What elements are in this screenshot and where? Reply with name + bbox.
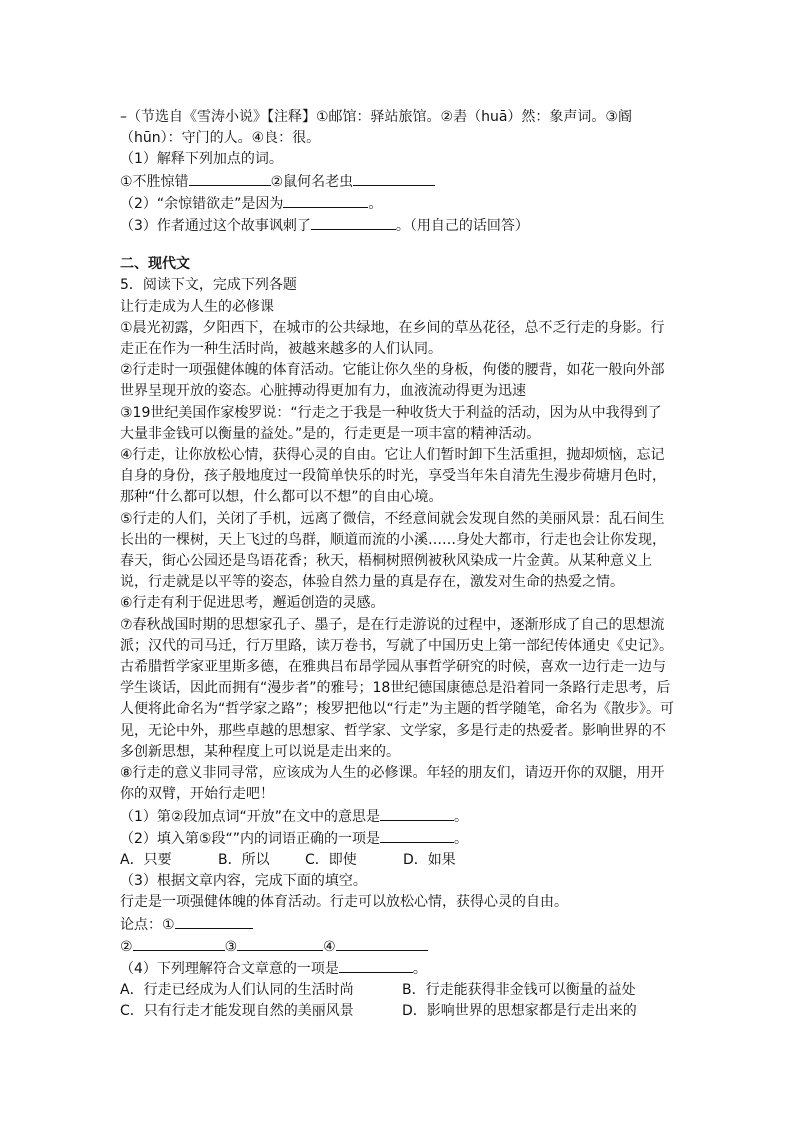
question-2 [120,828,674,850]
paragraph-5: ⑤行走的人们，关闭了手机，远离了微信，不经意间就会发现自然的美丽风景：乱石间生长出的一棵树，天上飞过的鸟群，顺道而流的小溪……身处大都市，行走也会让你发现，春天，街心公园还是鸟语花香；秋天，梧桐树照例被秋风染成一片金黄。从某种意义上说，行走就是以平等的姿态，体验自然力量的真是存在，激发对生命的热爱之情。 [120,510,666,591]
question-1 [120,806,674,828]
classical-q2-blank[interactable] [283,193,368,208]
lundian-n4: ④ [323,938,336,955]
paragraph-6: ⑥行走有利于促进思考，邂逅创造的灵感。 [120,595,385,612]
classical-q1a-label: ①不胜惊错 [120,173,189,190]
article-title: 让行走成为人生的必修课 [120,298,274,315]
paragraph-2: ②行走时一项强健体魄的体育活动。它能让你久坐的身板，佝偻的腰背，如花一般向外部世界呈现开放的姿态。心脏搏动得更加有力，血液流动得更为迅速 [120,362,665,400]
paragraph-1: ①晨光初露，夕阳西下，在城市的公共绿地，在乡间的草丛花径，总不乏行走的身影。行走正在作为一种生活时尚，被越来越多的人们认同。 [120,319,665,358]
section-heading: 二、现代文 [120,256,190,273]
option-c[interactable]: C．即使 [305,851,357,868]
classical-q1b-blank[interactable] [353,171,435,186]
paragraph-3: ③19世纪美国作家梭罗说：“行走之于我是一种收货大于利益的活动，因为从中我得到了大量非金钱可以衡量的益处。”是的，行走更是一项丰富的精神活动。 [120,404,662,442]
classical-q3-prefix: （3）作者通过这个故事讽刺了 [120,218,311,235]
paragraph-7: ⑦春秋战国时期的思想家孔子、墨子，是在行走游说的过程中，逐渐形成了自己的思想流派；汉代的司马迁，行万里路，读万卷书，写就了中国历史上第一部纪传体通史《史记》。古希腊哲学家亚里斯多德，在雅典吕布昂学园从事哲学研究的时候，喜欢一边行走一边与学生谈话，因此而拥有“漫步者”的雅号；18世纪德国康德总是沿着同一条路行走思考，后人便将此命名为“哲学家之路”；梭罗把他以“行走”为主题的哲学随笔，命名为《散步》。可见，无论中外，那些卓越的思想家、哲学家、文学家，多是行走的热爱者。影响世界的不多创新思想，某种程度上可以说是走出来的。 [120,616,675,760]
option-b[interactable]: B．所以 [218,851,270,868]
lundian-n2: ② [120,938,133,955]
option-d[interactable]: D．如果 [403,851,456,868]
question-4-blank[interactable] [339,958,413,973]
question-4-options-row-1 [120,980,674,1001]
question-4-prefix: （4）下列理解符合文章意的一项是 [120,960,339,977]
lundian-label: 论点：① [120,916,175,933]
classical-q1a-blank[interactable] [189,171,271,186]
classical-question-1: （1）解释下列加点的词。 [120,151,283,168]
q4-option-c[interactable]: C．只有行走才能发现自然的美丽风景 [120,1003,354,1020]
lundian-blank-4[interactable] [336,936,428,951]
lundian-blank-2[interactable] [133,936,225,951]
section-gap [120,237,674,254]
question-3-text: 行走是一项强健体魄的体育活动。行走可以放松心情，获得心灵的自由。 [120,894,568,911]
classical-q2-prefix: （2）“余惊错欲走”是因为 [120,195,284,212]
classical-question-1-items [120,171,674,193]
q4-option-b[interactable]: B．行走能获得非金钱可以衡量的益处 [402,982,636,999]
classical-q2-suffix: 。 [368,195,383,212]
question-2-prefix: （2）填入第⑤段“”内的词语正确的一项是 [120,830,380,847]
question-3-blanks [120,936,674,958]
paragraph-4: ④行走，让你放松心情，获得心灵的自由。它让人们暂时卸下生活重担，抛却烦恼，忘记自身的身份，孩子般地度过一段简单快乐的时光，享受当年朱自清先生漫步荷塘月色时，那种“什么都可以想，什么都可以不想”的自由心境。 [120,447,666,506]
classical-q3-blank[interactable] [311,215,396,230]
classical-question-3 [120,215,674,237]
question-4 [120,958,674,980]
classical-q1b-label: ②鼠何名老虫 [270,173,354,190]
q4-option-a[interactable]: A．行走已经成为人们认同的生活时尚 [120,982,354,999]
q4-option-d[interactable]: D．影响世界的思想家都是行走出来的 [402,1003,637,1020]
question-1-blank[interactable] [380,806,454,821]
question-2-options [120,850,674,871]
lundian-blank-1[interactable] [175,914,253,929]
classical-question-2 [120,193,674,215]
question-3-lundian [120,914,674,936]
classical-note-line-2: （hūn）：守门的人。④良：很。 [120,130,321,147]
classical-note-line-1: –（节选自《雪涛小说》【注释】①邮馆：驿站旅馆。②砉（huā）然：象声词。③阍 [120,109,632,125]
question-1-prefix: （1）第②段加点词“开放”在文中的意思是 [120,808,380,825]
question-3: （3）根据文章内容，完成下面的填空。 [120,873,367,890]
question-2-suffix: 。 [453,830,468,847]
lundian-n3: ③ [224,938,238,955]
lundian-blank-3[interactable] [237,936,323,951]
question-2-blank[interactable] [380,828,454,843]
paragraph-8: ⑧行走的意义非同寻常，应该成为人生的必修课。年轻的朋友们，请迈开你的双腿，用开你的双臂，开始行走吧！ [120,765,665,803]
option-a[interactable]: A．只要 [120,851,172,868]
question-1-suffix: 。 [453,808,468,825]
classical-q3-suffix: 。（用自己的话回答） [395,218,529,235]
section-intro: 5．阅读下文，完成下列各题 [120,277,297,294]
question-4-options-row-2 [120,1001,674,1022]
question-4-suffix: 。 [412,960,427,977]
